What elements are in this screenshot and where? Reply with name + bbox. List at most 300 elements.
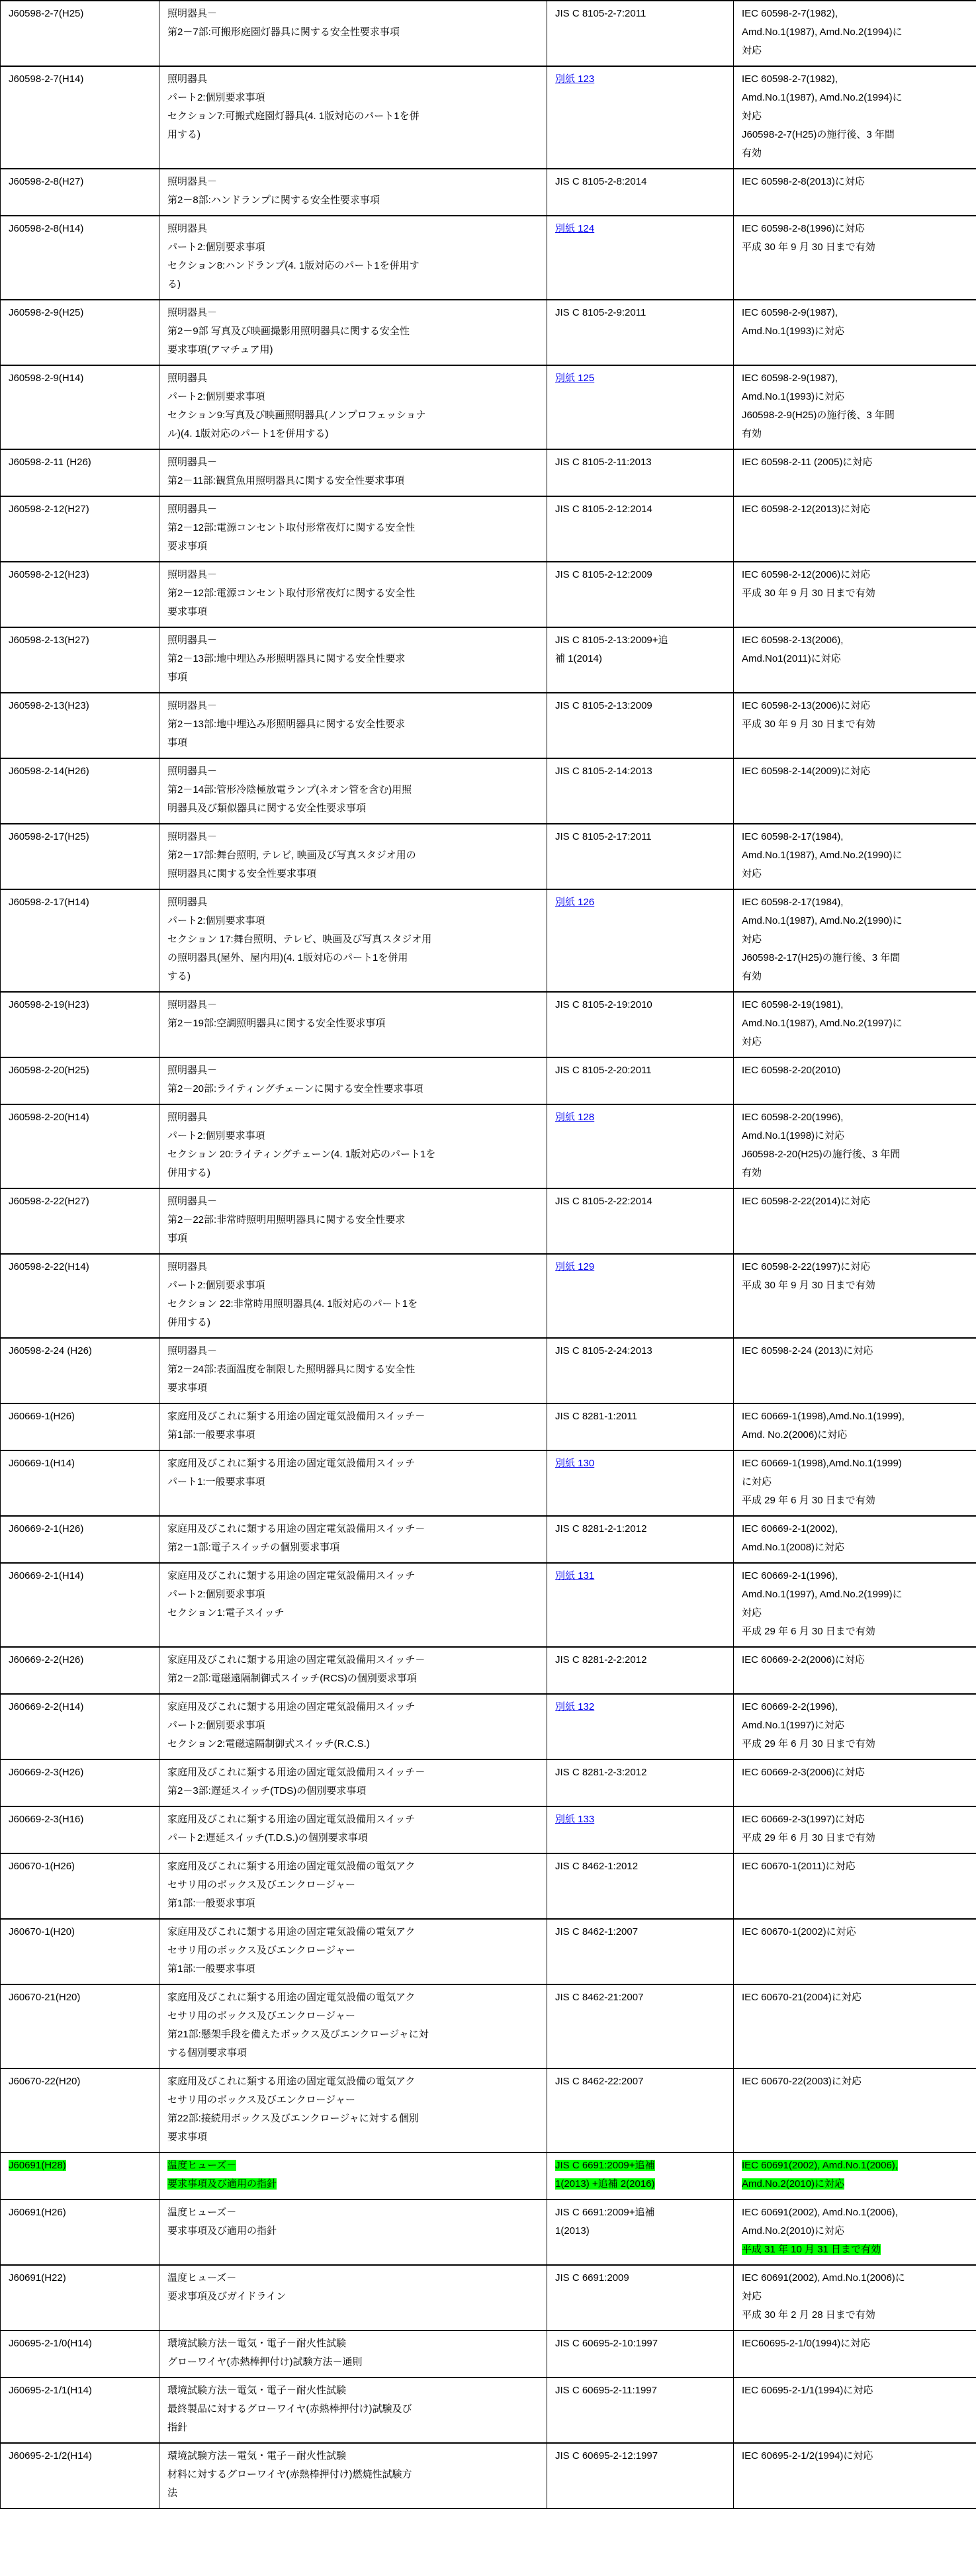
title-line: 第21部:懸架手段を備えたボックス及びエンクロージャに対 (167, 2029, 429, 2040)
title-line: 家庭用及びこれに類する用途の固定電気設備の電気アク (167, 1992, 416, 2003)
table-row (1, 169, 976, 216)
iec-line: 対応 (742, 868, 762, 879)
title-line: 併用する) (167, 1317, 210, 1328)
jis-cell (547, 1, 734, 66)
title-cell (159, 1919, 547, 1984)
title-line: 家庭用及びこれに類する用途の固定電気設備の電気アク (167, 1926, 416, 1937)
standard-id: J60691(H22) (9, 2272, 66, 2284)
standard-id: J60669-1(H26) (9, 1411, 75, 1422)
jis-cell (547, 1403, 734, 1450)
title-cell (159, 365, 547, 449)
standard-id: J60670-1(H26) (9, 1861, 75, 1872)
title-line: パート2:個別要求事項 (167, 391, 265, 402)
title-cell (159, 824, 547, 889)
standard-id: J60598-2-24 (H26) (9, 1345, 92, 1356)
standard-id: J60670-22(H20) (9, 2076, 81, 2087)
title-line: 照明器具に関する安全性要求事項 (167, 868, 317, 879)
standard-id: J60598-2-12(H27) (9, 504, 89, 515)
title-line: 照明器具－ (167, 999, 218, 1010)
iec-cell (734, 2265, 976, 2331)
iec-line: IEC 60669-2-2(1996), (742, 1701, 838, 1712)
jis-cell (547, 1806, 734, 1853)
iec-line: 平成 29 年 6 月 30 日まで有効 (742, 1495, 875, 1506)
jis-number: JIS C 8105-2-12:2009 (555, 569, 652, 580)
jis-cell (547, 627, 734, 693)
title-line: 第2－12部:電源コンセント取付形常夜灯に関する安全性 (167, 588, 416, 599)
appendix-link[interactable]: 別紙 126 (555, 897, 595, 908)
title-line: 材料に対するグローワイヤ(赤熱棒押付け)燃焼性試験方 (167, 2469, 412, 2480)
appendix-link[interactable]: 別紙 129 (555, 1261, 595, 1272)
title-cell (159, 1516, 547, 1563)
table-row (1, 1919, 976, 1984)
iec-line: IEC 60598-2-24 (2013)に対応 (742, 1345, 873, 1356)
title-line: 要求事項(アマチュア用) (167, 344, 273, 355)
jis-cell (547, 1984, 734, 2068)
title-line: 要求事項 (167, 606, 208, 617)
title-line: 第2－17部:舞台照明, テレビ, 映画及び写真スタジオ用の (167, 850, 416, 861)
title-cell (159, 1104, 547, 1188)
jis-cell (547, 1057, 734, 1104)
table-row (1, 1104, 976, 1188)
standard-id-cell (1, 889, 159, 992)
iec-cell (734, 1254, 976, 1338)
title-line: 照明器具 (167, 73, 208, 85)
title-line: 家庭用及びこれに類する用途の固定電気設備用スイッチ－ (167, 1767, 425, 1778)
iec-cell (734, 2377, 976, 2443)
title-cell (159, 2068, 547, 2153)
iec-line: 平成 30 年 9 月 30 日まで有効 (742, 1280, 875, 1291)
jis-line (555, 1454, 725, 1473)
title-line: 事項 (167, 672, 188, 683)
iec-cell (734, 1, 976, 66)
iec-line: 対応 (742, 1036, 762, 1047)
title-line: 用する) (167, 129, 200, 140)
standard-id: J60669-1(H14) (9, 1458, 75, 1469)
iec-line: IEC 60598-2-20(1996), (742, 1112, 844, 1123)
iec-line: 平成 29 年 6 月 30 日まで有効 (742, 1738, 875, 1750)
iec-line: 平成 30 年 2 月 28 日まで有効 (742, 2309, 875, 2321)
jis-number: JIS C 6691:2009+追補 (555, 2207, 655, 2218)
title-cell (159, 1254, 547, 1338)
iec-line: 有効 (742, 1167, 762, 1178)
iec-cell (734, 496, 976, 562)
table-row (1, 1563, 976, 1647)
iec-cell (734, 300, 976, 365)
highlight: Amd.No.2(2010)に対応 (742, 2178, 845, 2190)
highlight: 平成 31 年 10 月 31 日まで有効 (742, 2244, 881, 2255)
standard-id: J60598-2-8(H14) (9, 223, 84, 234)
appendix-link[interactable]: 別紙 128 (555, 1112, 595, 1123)
iec-line: IEC 60669-2-1(2002), (742, 1523, 838, 1534)
title-line: 家庭用及びこれに類する用途の固定電気設備用スイッチ (167, 1570, 416, 1581)
standard-id: J60598-2-12(H23) (9, 569, 89, 580)
jis-cell (547, 2443, 734, 2509)
title-line: する個別要求事項 (167, 2047, 247, 2059)
standard-id-cell (1, 449, 159, 496)
appendix-link[interactable]: 別紙 132 (555, 1701, 595, 1712)
title-cell (159, 758, 547, 824)
title-cell (159, 449, 547, 496)
jis-cell (547, 1563, 734, 1647)
standard-id-cell (1, 1853, 159, 1919)
iec-cell (734, 1694, 976, 1759)
standard-id-cell (1, 2199, 159, 2265)
title-cell (159, 1188, 547, 1254)
title-line: 第1部:一般要求事項 (167, 1963, 255, 1975)
jis-cell (547, 496, 734, 562)
iec-cell (734, 693, 976, 758)
table-row (1, 1450, 976, 1516)
iec-line: IEC 60598-2-12(2013)に対応 (742, 504, 871, 515)
standard-id-cell (1, 1984, 159, 2068)
iec-line: Amd.No.1(1997)に対応 (742, 1720, 845, 1731)
title-line: 第22部:接続用ボックス及びエンクロージャに対する個別 (167, 2113, 419, 2124)
title-cell (159, 1647, 547, 1694)
iec-cell (734, 449, 976, 496)
title-cell (159, 2153, 547, 2199)
iec-line: に対応 (742, 1476, 772, 1488)
standard-id: J60669-2-1(H26) (9, 1523, 84, 1534)
iec-line: IEC 60598-2-12(2006)に対応 (742, 569, 871, 580)
jis-cell (547, 562, 734, 627)
standard-id-cell (1, 758, 159, 824)
jis-cell (547, 300, 734, 365)
iec-cell (734, 2331, 976, 2377)
title-cell (159, 216, 547, 300)
highlight: JIS C 6691:2009+追補 (555, 2160, 655, 2171)
title-line: 第2－11部:観賞魚用照明器具に関する安全性要求事項 (167, 475, 405, 486)
appendix-link[interactable]: 別紙 124 (555, 223, 595, 234)
iec-line: Amd.No.1(1987), Amd.No.2(1990)に (742, 850, 903, 861)
title-line: 事項 (167, 1233, 188, 1244)
table-row (1, 2443, 976, 2509)
standard-id: J60669-2-2(H14) (9, 1701, 84, 1712)
standard-id: J60598-2-14(H26) (9, 766, 89, 777)
standard-id: J60695-2-1/0(H14) (9, 2338, 92, 2349)
iec-cell (734, 824, 976, 889)
title-line: 要求事項及び適用の指針 (167, 2225, 277, 2237)
table-row (1, 449, 976, 496)
jis-number: JIS C 60695-2-10:1997 (555, 2338, 658, 2349)
jis-number: JIS C 8281-2-2:2012 (555, 1654, 647, 1666)
iec-cell (734, 1984, 976, 2068)
iec-line: Amd.No.1(1993)に対応 (742, 391, 845, 402)
iec-cell (734, 66, 976, 169)
iec-line (742, 2175, 968, 2194)
standard-id: J60598-2-7(H25) (9, 8, 84, 19)
title-cell (159, 2199, 547, 2265)
title-line: 第2－19部:空調照明器具に関する安全性要求事項 (167, 1018, 386, 1029)
title-line: 家庭用及びこれに類する用途の固定電気設備用スイッチ (167, 1458, 416, 1469)
iec-line: 有効 (742, 148, 762, 159)
standard-id: J60598-2-22(H27) (9, 1196, 89, 1207)
standard-id-cell (1, 1516, 159, 1563)
title-line (167, 2175, 539, 2194)
title-line: 温度ヒューズ－ (167, 2207, 237, 2218)
jis-number: JIS C 8105-2-13:2009+追 (555, 635, 668, 646)
jis-number: JIS C 8105-2-22:2014 (555, 1196, 652, 1207)
standard-id-cell (1, 1647, 159, 1694)
standard-id-cell (1, 2377, 159, 2443)
jis-cell (547, 66, 734, 169)
standards-table-body (1, 1, 976, 2509)
title-cell (159, 1338, 547, 1403)
title-line: 第1部:一般要求事項 (167, 1429, 255, 1441)
jis-cell (547, 449, 734, 496)
standard-id: J60598-2-7(H14) (9, 73, 84, 85)
jis-cell (547, 216, 734, 300)
table-row (1, 992, 976, 1057)
standard-id: J60670-1(H20) (9, 1926, 75, 1937)
iec-line: 平成 30 年 9 月 30 日まで有効 (742, 588, 875, 599)
table-row (1, 1516, 976, 1563)
iec-line: IEC 60598-2-17(1984), (742, 897, 844, 908)
title-line: 第2－24部:表面温度を制限した照明器具に関する安全性 (167, 1364, 416, 1375)
standard-id-cell (1, 1759, 159, 1806)
standard-id: J60669-2-1(H14) (9, 1570, 84, 1581)
jis-number: JIS C 8105-2-20:2011 (555, 1065, 652, 1076)
iec-cell (734, 1057, 976, 1104)
iec-line: 平成 29 年 6 月 30 日まで有効 (742, 1832, 875, 1843)
jis-cell (547, 2199, 734, 2265)
title-line: 第2－12部:電源コンセント取付形常夜灯に関する安全性 (167, 522, 416, 533)
title-line: 家庭用及びこれに類する用途の固定電気設備用スイッチ (167, 1701, 416, 1712)
iec-line: 対応 (742, 45, 762, 56)
iec-line: IEC 60691(2002), Amd.No.1(2006)に (742, 2272, 905, 2284)
title-line: 照明器具 (167, 897, 208, 908)
title-line: 明器具及び類似器具に関する安全性要求事項 (167, 803, 367, 814)
jis-line (555, 893, 725, 912)
highlight: IEC 60691(2002), Amd.No.1(2006), (742, 2160, 898, 2171)
jis-number: JIS C 8281-1:2011 (555, 1411, 637, 1422)
standard-id-cell (1, 2153, 159, 2199)
title-line: 家庭用及びこれに類する用途の固定電気設備用スイッチ－ (167, 1411, 425, 1422)
iec-line: Amd.No.1(1987), Amd.No.2(1990)に (742, 915, 903, 926)
title-line: 照明器具－ (167, 635, 218, 646)
title-line: 照明器具－ (167, 504, 218, 515)
standard-id-cell (1, 2265, 159, 2331)
title-cell (159, 889, 547, 992)
title-cell (159, 1563, 547, 1647)
iec-line: Amd.No.1(1987), Amd.No.2(1997)に (742, 1018, 903, 1029)
standard-id: J60598-2-11 (H26) (9, 457, 91, 468)
iec-cell (734, 169, 976, 216)
iec-line: 対応 (742, 1607, 762, 1619)
title-line: パート2:個別要求事項 (167, 1720, 265, 1731)
table-row (1, 758, 976, 824)
table-row (1, 1057, 976, 1104)
standard-id-cell (1, 216, 159, 300)
jis-line (555, 1567, 725, 1585)
iec-cell (734, 1104, 976, 1188)
table-row (1, 889, 976, 992)
iec-line: IEC 60669-1(1998),Amd.No.1(1999) (742, 1458, 902, 1469)
iec-cell (734, 2068, 976, 2153)
iec-line: IEC 60670-21(2004)に対応 (742, 1992, 862, 2003)
title-line: セクション1:電子スイッチ (167, 1607, 285, 1619)
jis-number: 1(2013) (555, 2225, 590, 2237)
title-line: セサリ用のボックス及びエンクロージャー (167, 2094, 355, 2106)
iec-cell (734, 1188, 976, 1254)
table-row (1, 1188, 976, 1254)
iec-line: Amd.No.1(1987), Amd.No.2(1994)に (742, 26, 903, 38)
title-line: 照明器具－ (167, 1065, 218, 1076)
appendix-link[interactable]: 別紙 133 (555, 1814, 595, 1825)
iec-line: J60598-2-9(H25)の施行後、3 年間 (742, 410, 895, 421)
jis-cell (547, 1338, 734, 1403)
table-row (1, 216, 976, 300)
table-row (1, 496, 976, 562)
title-cell (159, 562, 547, 627)
title-line: 照明器具－ (167, 766, 218, 777)
jis-number: JIS C 8462-21:2007 (555, 1992, 644, 2003)
iec-line: IEC 60695-2-1/1(1994)に対応 (742, 2385, 873, 2396)
jis-cell (547, 824, 734, 889)
title-line: 第2－9部 写真及び映画撮影用照明器具に関する安全性 (167, 326, 410, 337)
title-line: 照明器具 (167, 1261, 208, 1272)
iec-line: IEC 60670-1(2011)に対応 (742, 1861, 856, 1872)
table-row (1, 2068, 976, 2153)
title-line: 第2－14部:管形冷陰極放電ランプ(ネオン管を含む)用照 (167, 784, 412, 795)
jis-cell (547, 2265, 734, 2331)
jis-cell (547, 2377, 734, 2443)
iec-line: IEC 60598-2-7(1982), (742, 8, 838, 19)
standard-id: J60598-2-17(H14) (9, 897, 89, 908)
table-row (1, 1254, 976, 1338)
iec-line: IEC 60691(2002), Amd.No.1(2006), (742, 2207, 898, 2218)
standard-id: J60598-2-20(H25) (9, 1065, 89, 1076)
table-row (1, 1853, 976, 1919)
standard-id: J60598-2-13(H27) (9, 635, 89, 646)
iec-cell (734, 1853, 976, 1919)
jis-number: JIS C 8105-2-11:2013 (555, 457, 652, 468)
title-cell (159, 1450, 547, 1516)
title-line: 照明器具 (167, 373, 208, 384)
iec-line: IEC60695-2-1/0(1994)に対応 (742, 2338, 871, 2349)
standard-id-cell (1, 1563, 159, 1647)
title-cell (159, 2443, 547, 2509)
title-line (167, 2156, 539, 2175)
title-line: パート1:一般要求事項 (167, 1476, 265, 1488)
standard-id: J60598-2-9(H25) (9, 307, 84, 318)
title-line: 要求事項及びガイドライン (167, 2291, 287, 2302)
standard-id: J60695-2-1/1(H14) (9, 2385, 92, 2396)
standard-id-cell (1, 2068, 159, 2153)
jis-cell (547, 1516, 734, 1563)
title-line: 照明器具－ (167, 569, 218, 580)
jis-line (555, 1258, 725, 1276)
title-line: 指針 (167, 2422, 188, 2433)
appendix-link[interactable]: 別紙 131 (555, 1570, 595, 1581)
jis-cell (547, 2331, 734, 2377)
title-line: セサリ用のボックス及びエンクロージャー (167, 1945, 355, 1956)
standard-id: J60598-2-22(H14) (9, 1261, 89, 1272)
title-cell (159, 992, 547, 1057)
title-line: 最終製品に対するグローワイヤ(赤熱棒押付け)試験及び (167, 2403, 412, 2415)
iec-cell (734, 1919, 976, 1984)
standard-id: J60669-2-2(H26) (9, 1654, 84, 1666)
iec-line (742, 2156, 968, 2175)
title-line: グローワイヤ(赤熱棒押付け)試験方法－通則 (167, 2356, 363, 2368)
title-line: 第2－13部:地中埋込み形照明器具に関する安全性要求 (167, 653, 406, 664)
jis-cell (547, 889, 734, 992)
table-row (1, 1403, 976, 1450)
iec-line: IEC 60669-2-2(2006)に対応 (742, 1654, 865, 1666)
table-row (1, 824, 976, 889)
title-line: セサリ用のボックス及びエンクロージャー (167, 2010, 355, 2021)
jis-cell (547, 1188, 734, 1254)
standard-id-cell (1, 1694, 159, 1759)
iec-line: IEC 60598-2-13(2006), (742, 635, 844, 646)
iec-line: IEC 60598-2-9(1987), (742, 307, 838, 318)
title-line: 要求事項 (167, 1382, 208, 1394)
iec-line: IEC 60598-2-22(1997)に対応 (742, 1261, 871, 1272)
standard-id-cell (1, 2331, 159, 2377)
title-line: セクション 17:舞台照明、テレビ、映画及び写真スタジオ用 (167, 934, 432, 945)
jis-number: JIS C 8105-2-24:2013 (555, 1345, 652, 1356)
table-row (1, 1694, 976, 1759)
title-line: セクション 20:ライティングチェーン(4. 1版対応のパート1を (167, 1149, 436, 1160)
title-cell (159, 1853, 547, 1919)
title-line: 要求事項 (167, 2131, 208, 2143)
iec-cell (734, 2153, 976, 2199)
highlight: 温度ヒューズ－ (167, 2160, 237, 2171)
title-line: セクション 22:非常時用照明器具(4. 1版対応のパート1を (167, 1298, 418, 1310)
jis-cell (547, 992, 734, 1057)
title-line: セクション2:電磁遠隔制御式スイッチ(R.C.S.) (167, 1738, 370, 1750)
title-line: 温度ヒューズ－ (167, 2272, 237, 2284)
title-line: 法 (167, 2487, 178, 2499)
iec-line: IEC 60670-22(2003)に対応 (742, 2076, 862, 2087)
jis-line (555, 369, 725, 388)
table-row (1, 562, 976, 627)
standard-id-cell (1, 693, 159, 758)
title-line: 照明器具－ (167, 307, 218, 318)
iec-line: 有効 (742, 428, 762, 439)
iec-line: 平成 30 年 9 月 30 日まで有効 (742, 242, 875, 253)
appendix-link[interactable]: 別紙 130 (555, 1458, 595, 1469)
jis-cell (547, 2153, 734, 2199)
highlight: J60691(H28) (9, 2160, 66, 2171)
standard-id: J60691(H26) (9, 2207, 66, 2218)
iec-line: J60598-2-17(H25)の施行後、3 年間 (742, 952, 901, 963)
table-row (1, 1, 976, 66)
title-line: 照明器具 (167, 1112, 208, 1123)
standard-id-cell (1, 1057, 159, 1104)
title-line: 第2－22部:非常時照明用照明器具に関する安全性要求 (167, 1214, 406, 1225)
table-row (1, 1806, 976, 1853)
standard-id-cell (1, 1450, 159, 1516)
title-line: る) (167, 279, 181, 290)
title-line: 環境試験方法－電気・電子－耐火性試験 (167, 2450, 347, 2462)
iec-line: IEC 60695-2-1/2(1994)に対応 (742, 2450, 873, 2462)
appendix-link[interactable]: 別紙 123 (555, 73, 595, 85)
jis-cell (547, 1853, 734, 1919)
jis-cell (547, 1647, 734, 1694)
standard-id: J60669-2-3(H26) (9, 1767, 84, 1778)
title-line: 環境試験方法－電気・電子－耐火性試験 (167, 2385, 347, 2396)
title-cell (159, 169, 547, 216)
title-line: 家庭用及びこれに類する用途の固定電気設備用スイッチ－ (167, 1523, 425, 1534)
title-line: ル)(4. 1版対応のパート1を併用する) (167, 428, 329, 439)
iec-line: Amd.No.1(1998)に対応 (742, 1130, 845, 1141)
title-line: 事項 (167, 737, 188, 748)
title-line: の照明器具(屋外、屋内用)(4. 1版対応のパート1を併用 (167, 952, 408, 963)
appendix-link[interactable]: 別紙 125 (555, 373, 595, 384)
table-row (1, 1759, 976, 1806)
iec-line: IEC 60598-2-13(2006)に対応 (742, 700, 871, 711)
standard-id: J60598-2-20(H14) (9, 1112, 89, 1123)
